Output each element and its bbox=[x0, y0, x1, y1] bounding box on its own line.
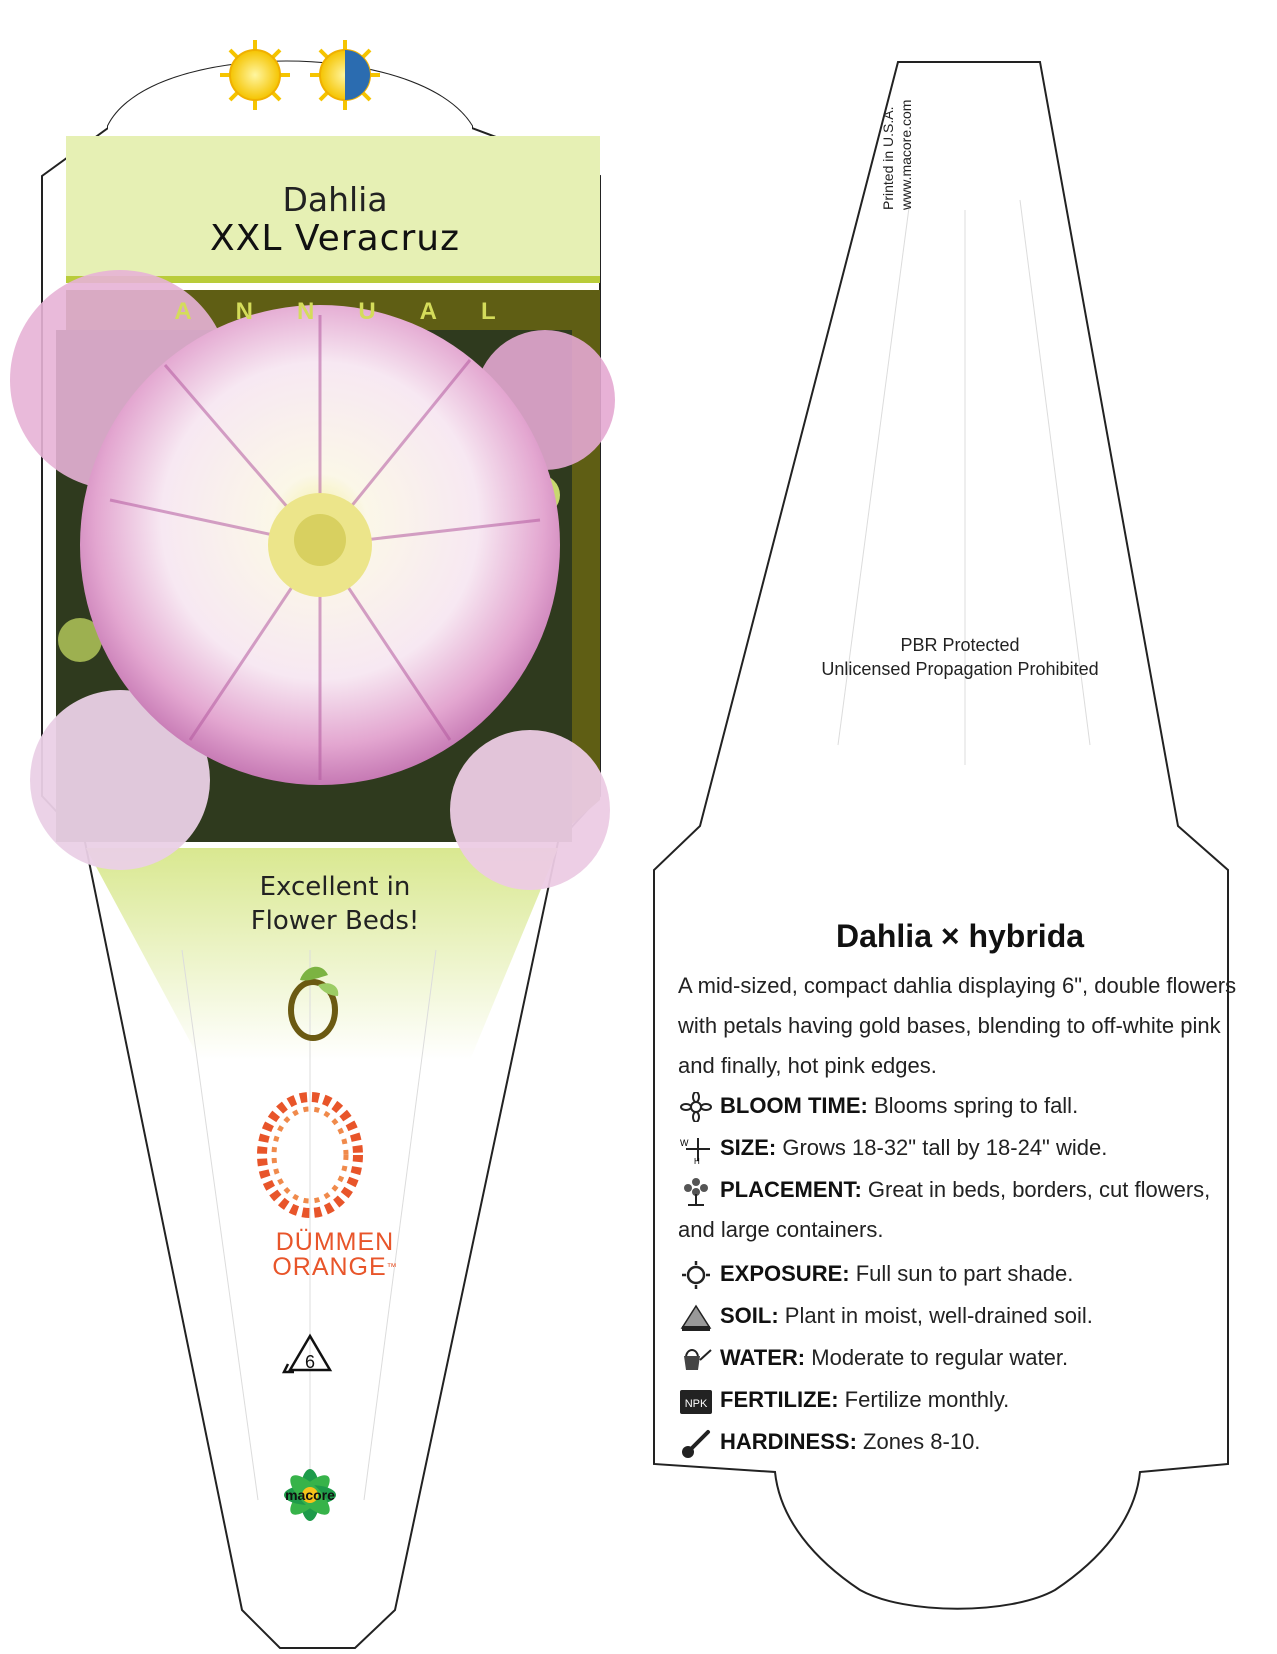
svg-text:H: H bbox=[694, 1157, 700, 1165]
care-fertilize: NPK FERTILIZE: Fertilize monthly. bbox=[678, 1380, 1248, 1420]
size-icon bbox=[678, 1134, 714, 1164]
care-soil: SOIL: Plant in moist, well-drained soil. bbox=[678, 1296, 1248, 1336]
pbr-notice bbox=[770, 633, 1150, 681]
watering-can-icon bbox=[678, 1344, 714, 1374]
slogan-line2: Flower Beds! bbox=[250, 906, 420, 936]
part-shade-icon bbox=[310, 40, 380, 110]
dahlia-photo bbox=[10, 270, 615, 890]
slogan bbox=[160, 870, 510, 938]
svg-text:NPK: NPK bbox=[684, 1398, 708, 1411]
care-hardiness: HARDINESS: Zones 8-10. bbox=[678, 1422, 1248, 1462]
printed-line1: Printed in U.S.A. bbox=[880, 106, 896, 210]
brand-line2: ORANGE™ bbox=[272, 1253, 398, 1281]
macore-label: macore bbox=[285, 1487, 335, 1503]
description: A mid-sized, compact dahlia displaying 6", double flowers with petals having gold bases, blending to off-white pink and finally, hot pink edges. bbox=[678, 973, 1237, 1078]
printed-line2: www.macore.com bbox=[898, 99, 914, 210]
pbr-line1: PBR Protected bbox=[900, 635, 1020, 655]
care-bloom: BLOOM TIME: Blooms spring to fall. bbox=[678, 1086, 1248, 1126]
bloom-icon bbox=[678, 1092, 714, 1122]
soil-icon bbox=[678, 1302, 714, 1332]
placement-icon bbox=[678, 1176, 714, 1206]
thermometer-icon bbox=[678, 1428, 714, 1458]
npk-fertilizer-icon bbox=[678, 1386, 714, 1416]
plant-variety: XXL Veracruz bbox=[210, 218, 460, 259]
brand-line1: DÜMMEN bbox=[275, 1228, 395, 1256]
care-exposure: EXPOSURE: Full sun to part shade. bbox=[678, 1254, 1248, 1294]
recycle-number: 6 bbox=[304, 1352, 315, 1372]
category-label: ANNUAL bbox=[174, 298, 540, 325]
full-sun-icon bbox=[220, 40, 290, 110]
care-size: W H SIZE: Grows 18-32" tall by 18-24" wide. bbox=[680, 1135, 1108, 1165]
exposure-sun-icon bbox=[678, 1260, 714, 1290]
plant-genus: Dahlia bbox=[282, 180, 388, 219]
care-water: WATER: Moderate to regular water. bbox=[678, 1338, 1248, 1378]
brand-trademark: ™ bbox=[386, 1262, 398, 1273]
brand-name bbox=[200, 1230, 470, 1280]
care-placement: PLACEMENT: Great in beds, borders, cut flowers, and large containers. bbox=[678, 1177, 1211, 1242]
svg-text:W: W bbox=[680, 1138, 689, 1149]
printed-info bbox=[880, 50, 914, 210]
scientific-name: Dahlia × hybrida bbox=[835, 918, 1085, 954]
slogan-line1: Excellent in bbox=[259, 872, 411, 902]
pbr-line2: Unlicensed Propagation Prohibited bbox=[821, 659, 1099, 679]
